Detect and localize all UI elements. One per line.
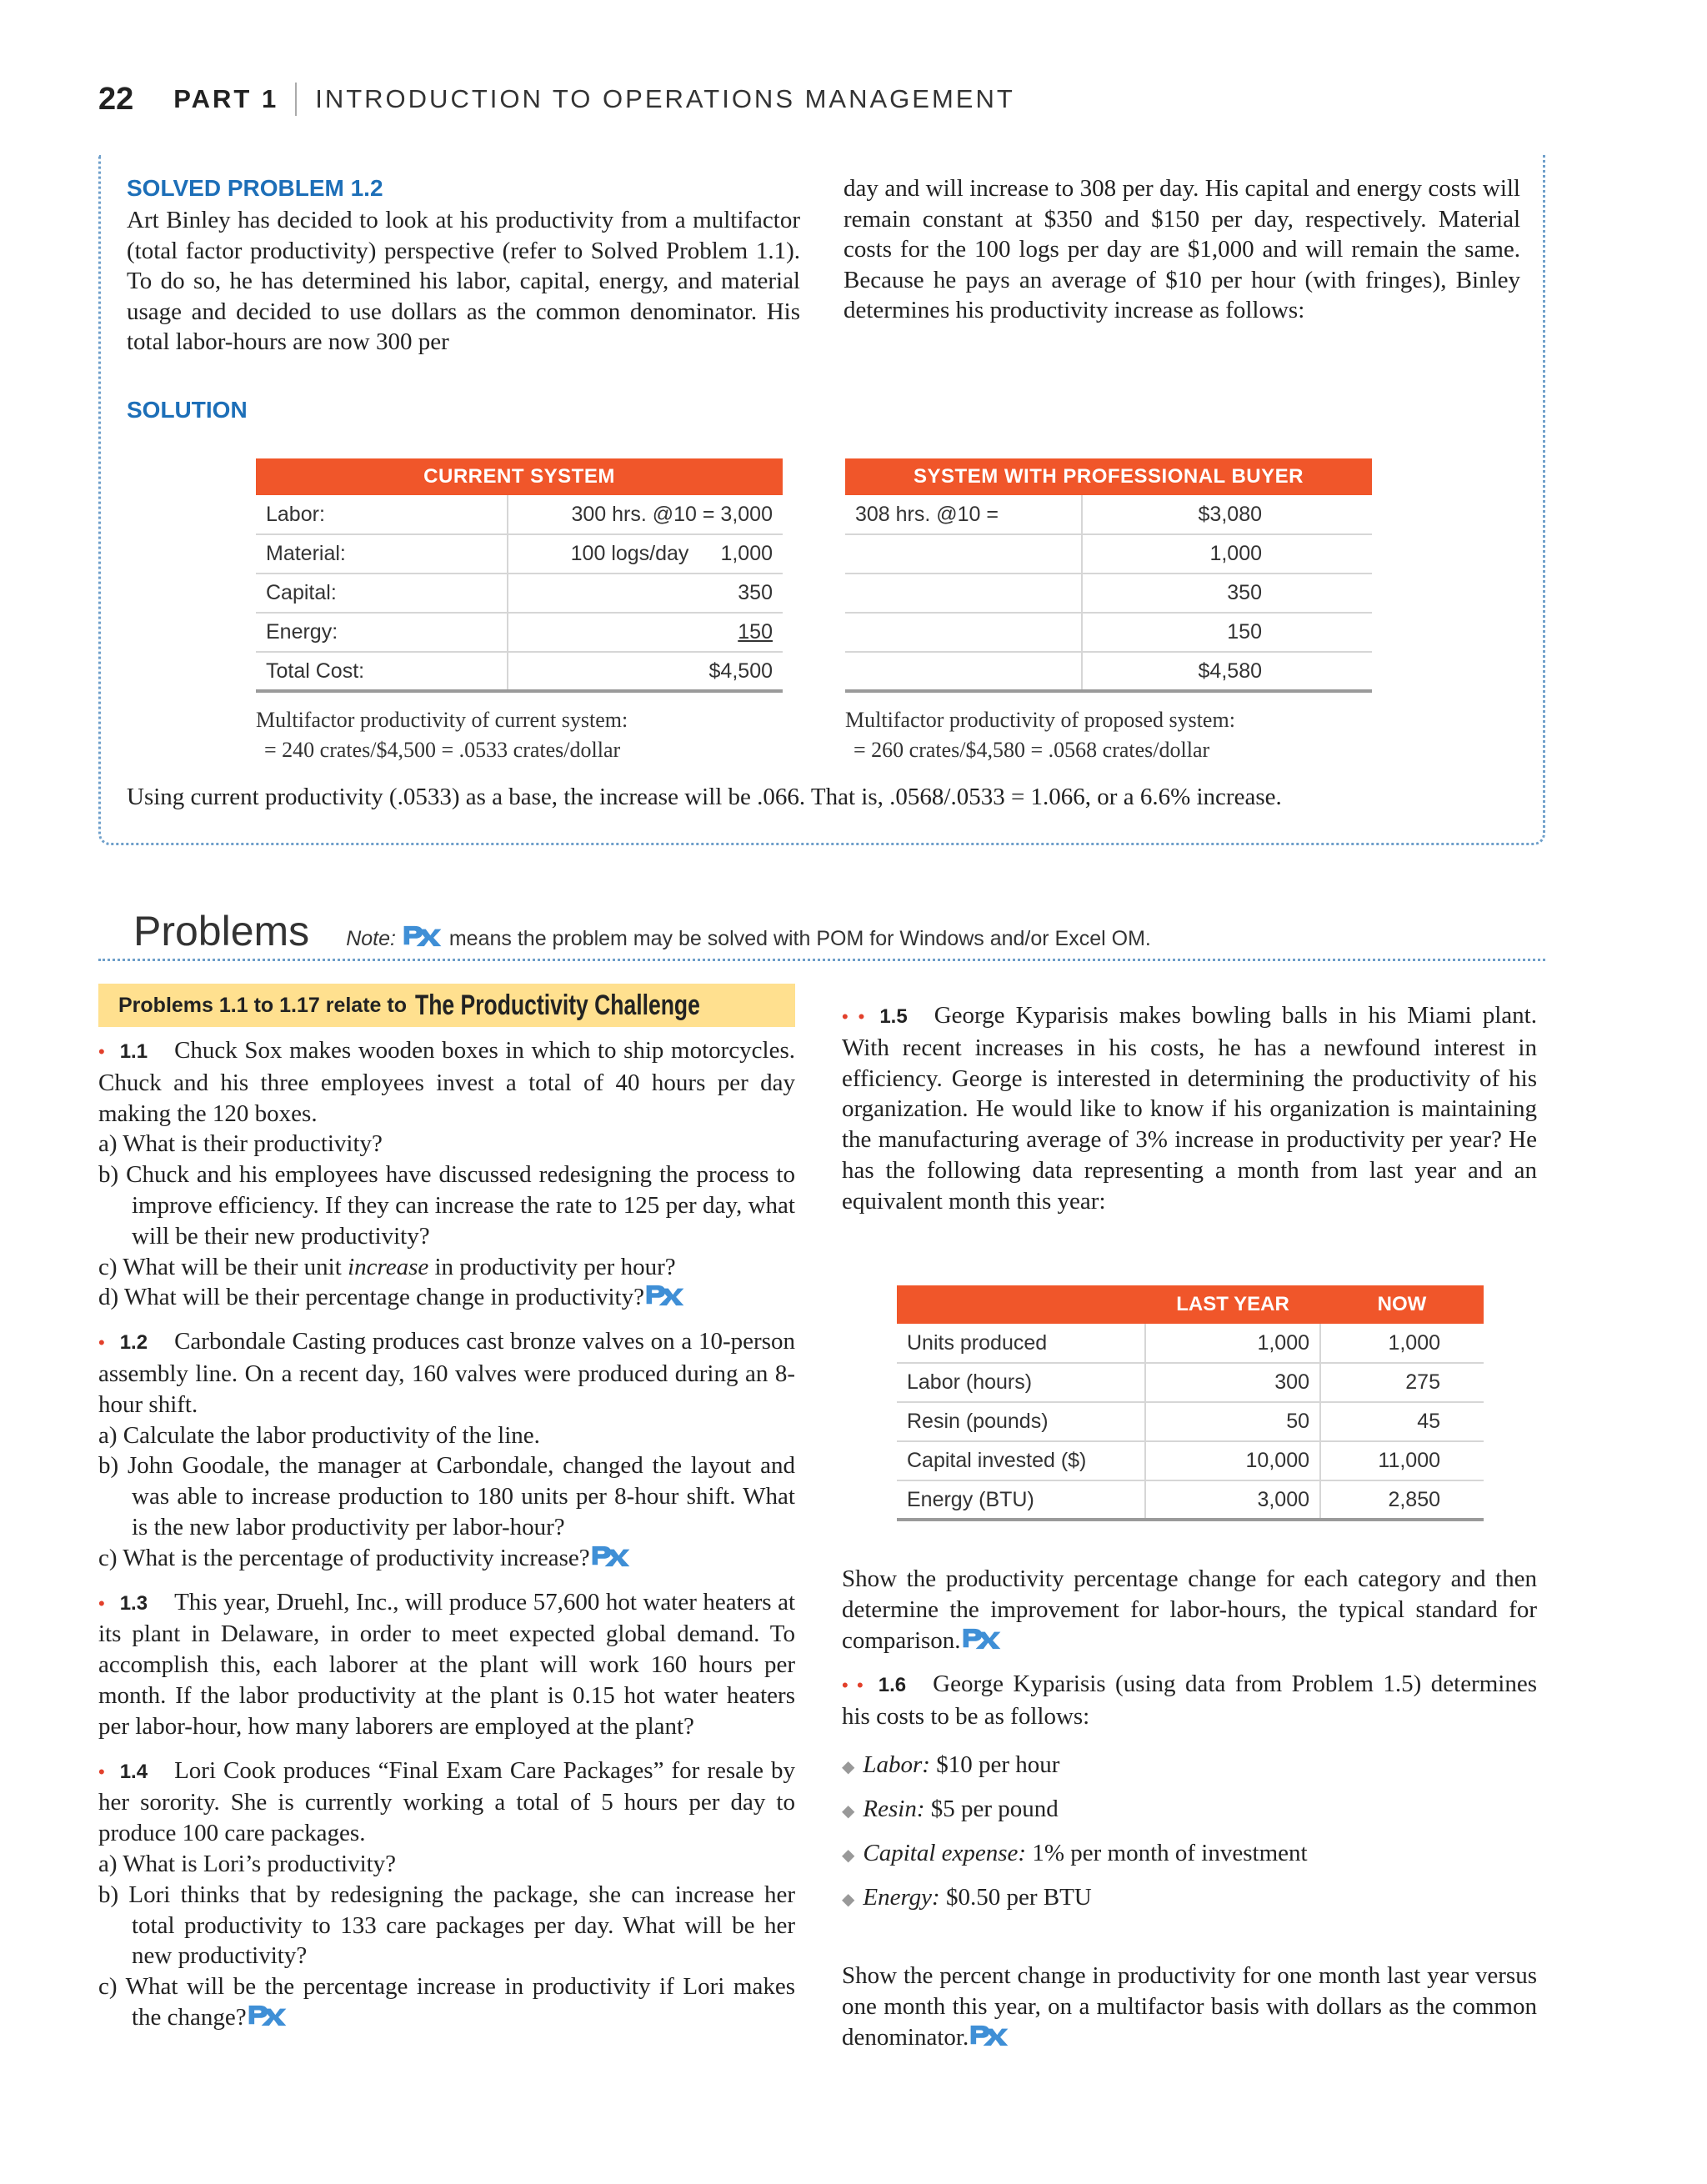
table-row: Units produced 1,000 1,000: [897, 1324, 1484, 1363]
table-row: 350: [845, 574, 1372, 613]
problem-1-6: • • 1.6 George Kyparisis (using data from Problem 1.5) determines his costs to be as follows:: [842, 1671, 1537, 1731]
diamond-bullet-icon: ◆: [842, 1757, 855, 1776]
table-row: 1,000: [845, 534, 1372, 574]
software-note: Note: means the problem may be solved with POM for Windows and/or Excel OM.: [346, 924, 1151, 951]
header-divider: [295, 83, 297, 116]
solution-label: SOLUTION: [127, 397, 248, 423]
problems-right-column-lower: Show the productivity percentage change for each category and then determine the improvement for labor-hours, the typical standard for comparison. • • 1.6 George Kyparisis (using data from Problem 1.5) determines his costs to be as follows: ◆ Labor: $10 per hour ◆ Resin: $5 per pound ◆ Capital expense: 1% per month of investment ◆ Energy: $0.50 per BTU Show the percent change in productivity for one month last year versus one month this year, on a multifactor basis with dollars as the common denominator.: [842, 1565, 1537, 2051]
cost-list: [842, 1744, 1537, 1921]
problem-1-3: • 1.3 This year, Druehl, Inc., will produce 57,600 hot water heaters at its plant in Delaware, in order to meet expected global demand. To accomplish this, each laborer at the plant will work 160 hours per month. If the labor productivity at the plant is 0.15 hot water heaters per labor-hour, how many laborers are employed at the plant?: [98, 1588, 795, 1740]
diamond-bullet-icon: ◆: [842, 1846, 855, 1865]
problems-heading: [133, 907, 1151, 955]
table-row: Capital: 350: [256, 574, 783, 613]
productivity-conclusion: Using current productivity (.0533) as a base, the increase will be .066. That is, .0568/.0533 = 1.066, or a 6.6% increase.: [127, 784, 1282, 810]
list-item: ◆ Labor: $10 per hour: [842, 1751, 1060, 1778]
bowling-data-table: LAST YEAR NOW Units produced 1,000 1,000 Labor (hours) 300 275 Resin (pounds) 50 45 Capital invested ($) 10,000 11,000 Energy (BTU) 3,000 2,850: [897, 1285, 1484, 1521]
table-row: $4,580: [845, 652, 1372, 691]
solved-problem-text-right: day and will increase to 308 per day. His capital and energy costs will remain constant at $350 and $150 per day, respectively. Material costs for the 100 logs per day are $1,000 and will remain the same. Because he pays an average of $10 per hour (with fringes), Binley determines his productivity increase as follows:: [843, 175, 1520, 323]
problem-1-2: • 1.2 Carbondale Casting produces cast bronze valves on a 10-person assembly line. On a recent day, 160 valves were produced during an 8-hour shift.: [98, 1328, 795, 1418]
proposed-productivity-note: Multifactor productivity of proposed system: = 260 crates/$4,580 = .0568 crates/dollar: [845, 708, 1235, 762]
px-software-icon: [961, 1627, 1003, 1651]
solved-problem-box: [98, 155, 1545, 845]
table-row: Material: 100 logs/day 1,000: [256, 534, 783, 574]
solved-problem-title: SOLVED PROBLEM 1.2: [127, 175, 383, 201]
table-row: Energy: 150: [256, 613, 783, 652]
proposed-system-header: SYSTEM WITH PROFESSIONAL BUYER: [845, 458, 1372, 495]
diamond-bullet-icon: ◆: [842, 1890, 855, 1909]
px-software-icon: [969, 2024, 1010, 2047]
table-row: Labor: 300 hrs. @10 = 3,000: [256, 495, 783, 534]
table-row: Energy (BTU) 3,000 2,850: [897, 1480, 1484, 1520]
current-system-table: [256, 458, 783, 693]
px-software-icon: [644, 1284, 686, 1307]
table-row: Capital invested ($) 10,000 11,000: [897, 1441, 1484, 1480]
px-software-icon: [590, 1545, 632, 1568]
table-row: Total Cost: $4,500: [256, 652, 783, 691]
list-item: ◆ Resin: $5 per pound: [842, 1795, 1059, 1822]
page-number: 22: [98, 81, 134, 117]
list-item: ◆ Energy: $0.50 per BTU: [842, 1883, 1092, 1911]
part-label: PART 1: [173, 84, 279, 113]
current-productivity-note: Multifactor productivity of current system: = 240 crates/$4,500 = .0533 crates/dollar: [256, 708, 628, 762]
diamond-bullet-icon: ◆: [842, 1801, 855, 1821]
list-item: ◆ Capital expense: 1% per month of investment: [842, 1839, 1308, 1866]
problems-right-column: [842, 1000, 1537, 1217]
problems-left-column: • 1.1 Chuck Sox makes wooden boxes in which to ship motorcycles. Chuck and his three employees invest a total of 40 hours per day making the 120 boxes. a) What is their productivity? b) Chuck and his employees have discussed redesigning the process to improve efficiency. If they can increase the rate to 125 per day, what will be their new productivity? c) What will be their unit increase in productivity per hour? d) What will be their percentage change in productivity? • 1.2 Carbondale Casting produces cast bronze valves on a 10-person assembly line. On a recent day, 160 valves were produced during an 8-hour shift. a) Calculate the labor productivity of the line. b) John Goodale, the manager at Carbondale, changed the layout and was able to increase production to 180 units per 8-hour shift. What is the new labor productivity per labor-hour? c) What is the percentage of productivity increase? • 1.3 This year, Druehl, Inc., will produce 57,600 hot water heaters at its plant in Delaware, in order to meet expected global demand. To accomplish this, each laborer at the plant will work 160 hours per month. If the labor productivity at the plant is 0.15 hot water heaters per labor-hour, how many laborers are employed at the plant? • 1.4 Lori Cook produces “Final Exam Care Packages” for resale by her sorority. She is currently working a total of 5 hours per day to produce 100 care packages. a) What is Lori’s productivity? b) Lori thinks that by redesigning the package, she can increase her total productivity to 133 care packages per day. What will be her new productivity? c) What will be the percentage increase in productivity if Lori makes the change?: [98, 1037, 795, 2031]
chapter-title: INTRODUCTION TO OPERATIONS MANAGEMENT: [315, 84, 1015, 113]
table-row: 308 hrs. @10 = $3,080: [845, 495, 1372, 534]
table-row: Labor (hours) 300 275: [897, 1363, 1484, 1402]
problem-1-5: • • 1.5 George Kyparisis makes bowling balls in his Miami plant. With recent increases in his costs, he has a newfound interest in efficiency. George is interested in determining the productivity of his organization. He would like to know if his organization is maintaining the manufacturing average of 3% increase in productivity per year? He has the following data representing a month from last year and an equivalent month this year:: [842, 1002, 1537, 1215]
px-software-icon: [402, 924, 443, 948]
table-row: 150: [845, 613, 1372, 652]
solved-problem-text-left: Art Binley has decided to look at his productivity from a multifactor (total factor productivity) perspective (refer to Solved Problem 1.1). To do so, he has determined his labor, capital, energy, and material usage and decided to use dollars as the common denominator. His total labor-hours are now 300 per: [127, 207, 800, 355]
problem-1-4: • 1.4 Lori Cook produces “Final Exam Care Packages” for resale by her sorority. She is currently working a total of 5 hours per day to produce 100 care packages.: [98, 1756, 795, 1847]
current-system-header: CURRENT SYSTEM: [256, 458, 783, 495]
running-header: [98, 78, 1015, 120]
section-relate-band: Problems 1.1 to 1.17 relate to The Productivity Challenge: [98, 984, 795, 1027]
problem-1-1: • 1.1 Chuck Sox makes wooden boxes in which to ship motorcycles. Chuck and his three employees invest a total of 40 hours per day making the 120 boxes.: [98, 1037, 795, 1127]
table-row: Resin (pounds) 50 45: [897, 1402, 1484, 1441]
px-software-icon: [247, 2004, 288, 2027]
proposed-system-table: [845, 458, 1372, 693]
divider: [98, 959, 1545, 961]
problems-title: Problems: [133, 908, 310, 954]
